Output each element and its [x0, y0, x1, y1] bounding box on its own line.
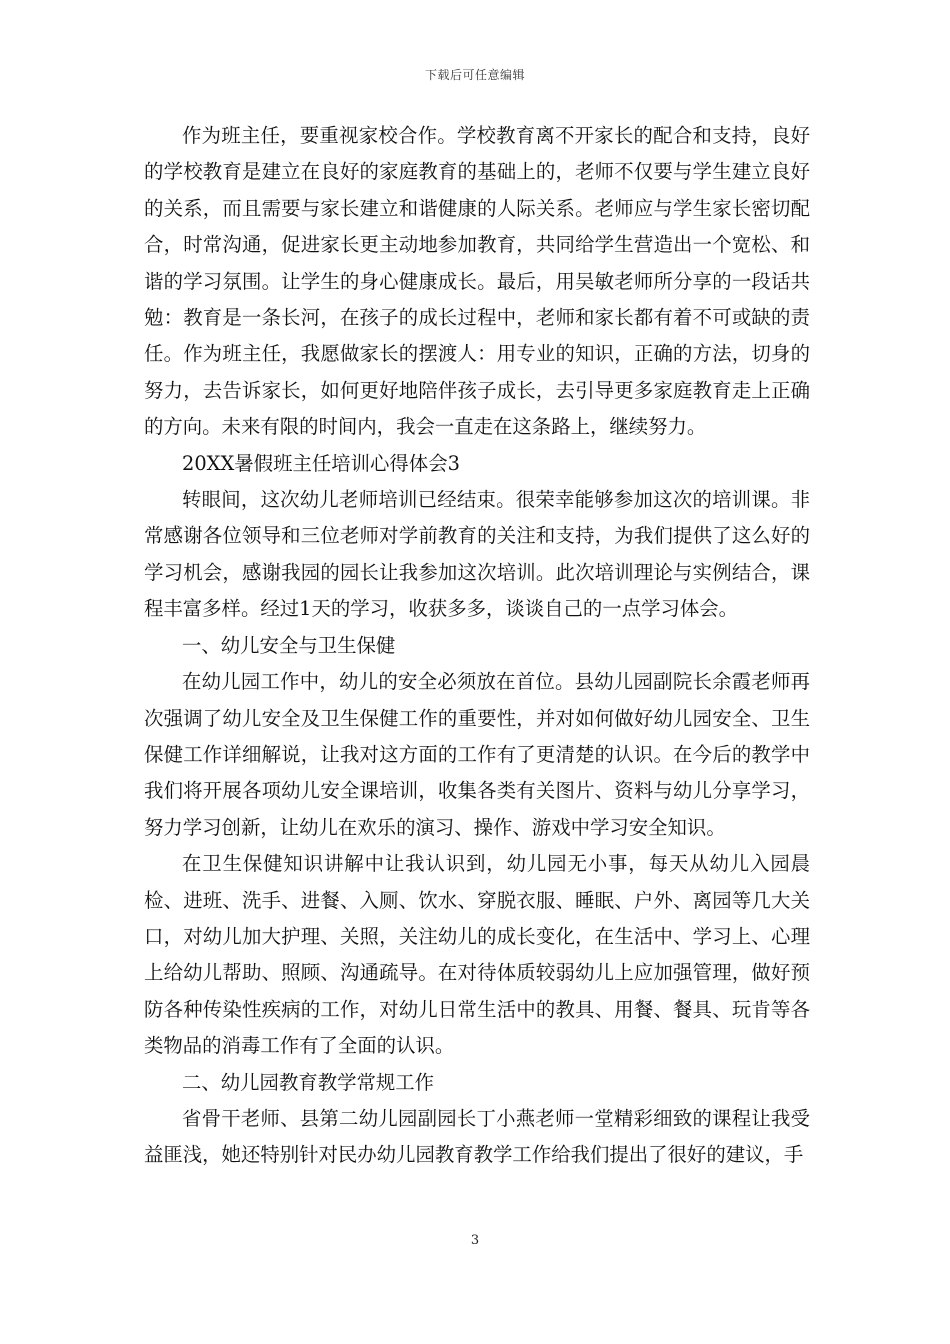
section-title: 20XX暑假班主任培训心得体会3 — [182, 451, 460, 475]
paragraph-health-care: 在卫生保健知识讲解中让我认识到，幼儿园无小事，每天从幼儿入园晨检、进班、洗手、进餐、入厕、饮水、穿脱衣服、睡眠、户外、离园等几大关口，对幼儿加大护理、关照，关注幼儿的成长变化，在生活中、学习上、心理上给幼儿帮助、照顾、沟通疏导。在对待体质较弱幼儿上应加强管理，做好预防各种传染性疾病的工作，对幼儿日常生活中的教具、用餐、餐具、玩肯等各类物品的消毒工作有了全面的认识。 — [144, 852, 810, 1058]
heading-safety-health: 一、幼儿安全与卫生保健 — [182, 633, 396, 657]
page-number: 3 — [470, 1233, 480, 1248]
document-body — [144, 118, 810, 1174]
heading-teaching-routine: 二、幼儿园教育教学常规工作 — [182, 1070, 435, 1094]
paragraph-intro: 转眼间，这次幼儿老师培训已经结束。很荣幸能够参加这次的培训课。非常感谢各位领导和三位老师对学前教育的关注和支持，为我们提供了这么好的学习机会，感谢我园的园长让我参加这次培训。此次培训理论与实例结合，课程丰富多样。经过1天的学习，收获多多，谈谈自己的一点学习体会。 — [144, 488, 810, 621]
paragraph-teaching: 省骨干老师、县第二幼儿园副园长丁小燕老师一堂精彩细致的课程让我受益匪浅，她还特别针对民办幼儿园教育教学工作给我们提出了很好的建议，手 — [144, 1106, 810, 1167]
paragraph-safety: 在幼儿园工作中，幼儿的安全必须放在首位。县幼儿园副院长余霞老师再次强调了幼儿安全及卫生保健工作的重要性，并对如何做好幼儿园安全、卫生保健工作详细解说，让我对这方面的工作有了更清楚的认识。在今后的教学中我们将开展各项幼儿安全课培训，收集各类有关图片、资料与幼儿分享学习，努力学习创新，让幼儿在欢乐的演习、操作、游戏中学习安全知识。 — [144, 670, 810, 839]
paragraph-family-school: 作为班主任，要重视家校合作。学校教育离不开家长的配合和支持，良好的学校教育是建立在良好的家庭教育的基础上的，老师不仅要与学生建立良好的关系，而且需要与家长建立和谐健康的人际关系。老师应与学生家长密切配合，时常沟通，促进家长更主动地参加教育，共同给学生营造出一个宽松、和谐的学习氛围。让学生的身心健康成长。最后，用吴敏老师所分享的一段话共勉：教育是一条长河，在孩子的成长过程中，老师和家长都有着不可或缺的责任。作为班主任，我愿做家长的摆渡人：用专业的知识，正确的方法，切身的努力，去告诉家长，如何更好地陪伴孩子成长，去引导更多家庭教育走上正确的方向。未来有限的时间内，我会一直走在这条路上，继续努力。 — [144, 124, 810, 439]
page-header: 下载后可任意编辑 — [424, 68, 525, 82]
